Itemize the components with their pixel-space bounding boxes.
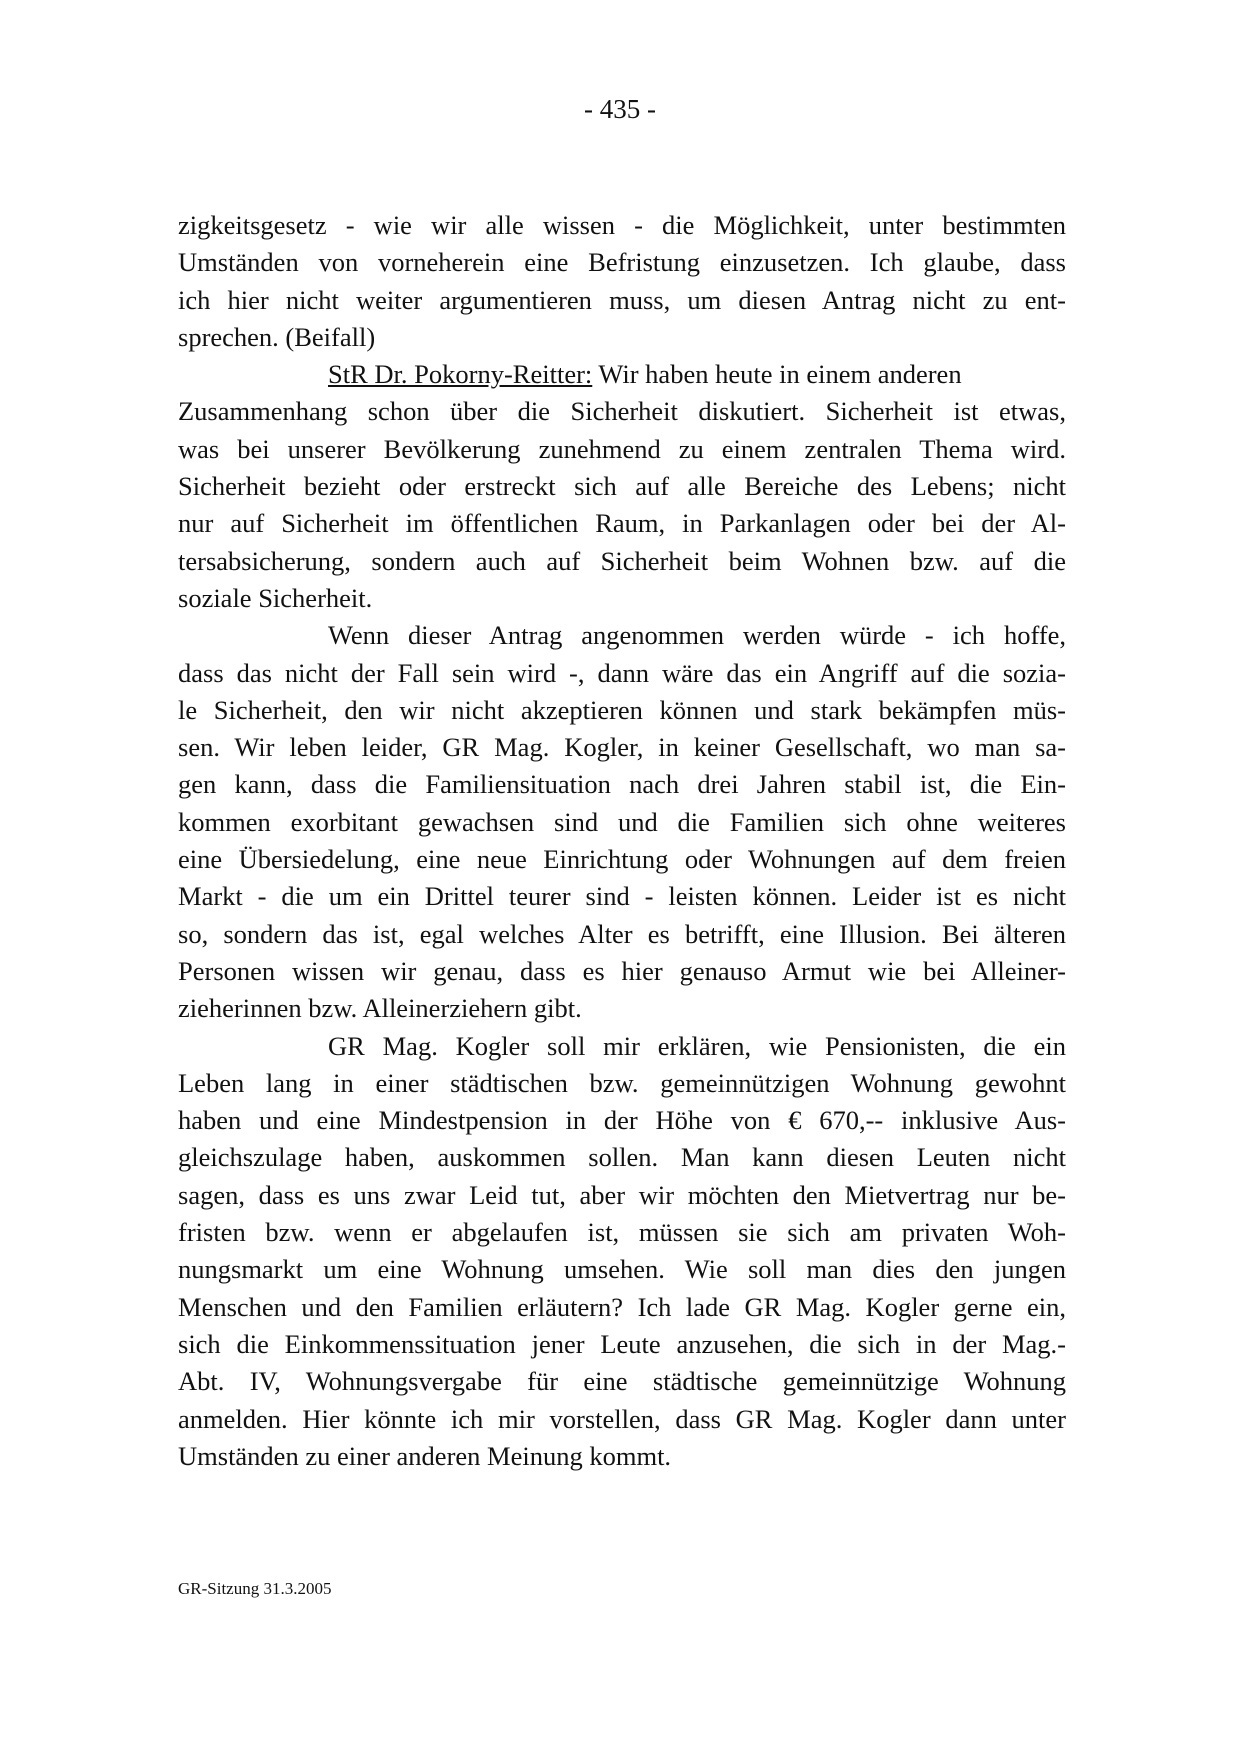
text-line: Markt - die um ein Drittel teurer sind - leisten können. Leider ist es nicht [178, 881, 1066, 912]
speaker-paragraph-start [178, 356, 1066, 393]
text-line: le Sicherheit, den wir nicht akzeptieren können und stark bekämpfen müs- [178, 694, 1066, 725]
text-line: soziale Sicherheit. [178, 582, 373, 613]
text-line: anmelden. Hier könnte ich mir vorstellen, dass GR Mag. Kogler dann unter [178, 1403, 1066, 1434]
text-line: kommen exorbitant gewachsen sind und die Familien sich ohne weiteres [178, 806, 1066, 837]
document-body [178, 207, 1066, 1475]
page-footer: GR-Sitzung 31.3.2005 [178, 1579, 332, 1598]
text-line: zigkeitsgesetz - wie wir alle wissen - die Möglichkeit, unter bestimmten [178, 210, 1066, 240]
text-line: Wenn dieser Antrag angenommen werden würde - ich hoffe, [328, 620, 1066, 651]
text-line: ich hier nicht weiter argumentieren muss, um diesen Antrag nicht zu ent- [178, 284, 1066, 315]
text-line: Menschen und den Familien erläutern? Ich lade GR Mag. Kogler gerne ein, [178, 1291, 1066, 1322]
text-line: zieherinnen bzw. Alleinerziehern gibt. [178, 993, 582, 1024]
text-line: Umständen von vorneherein eine Befristung einzusetzen. Ich glaube, dass [178, 247, 1066, 278]
text-line: Wir haben heute in einem anderen [598, 359, 962, 390]
text-line: nungsmarkt um eine Wohnung umsehen. Wie soll man dies den jungen [178, 1254, 1066, 1285]
text-line: Zusammenhang schon über die Sicherheit diskutiert. Sicherheit ist etwas, [178, 396, 1066, 427]
text-line: Umständen zu einer anderen Meinung kommt. [178, 1440, 672, 1471]
text-line: gleichszulage haben, auskommen sollen. Man kann diesen Leuten nicht [178, 1142, 1066, 1173]
text-line: GR Mag. Kogler soll mir erklären, wie Pensionisten, die ein [328, 1030, 1066, 1061]
text-line: gen kann, dass die Familiensituation nach drei Jahren stabil ist, die Ein- [178, 769, 1066, 800]
text-line: sagen, dass es uns zwar Leid tut, aber wir möchten den Mietvertrag nur be- [178, 1179, 1066, 1210]
page-number: - 435 - [584, 94, 656, 124]
text-line: haben und eine Mindestpension in der Höhe von € 670,-- inklusive Aus- [178, 1105, 1066, 1136]
text-line: dass das nicht der Fall sein wird -, dann wäre das ein Angriff auf die sozia- [178, 657, 1066, 688]
text-line: sich die Einkommenssituation jener Leute anzusehen, die sich in der Mag.- [178, 1328, 1066, 1359]
text-line: so, sondern das ist, egal welches Alter es betrifft, eine Illusion. Bei älteren [178, 918, 1066, 949]
text-line: sprechen. (Beifall) [178, 321, 376, 352]
text-line: Sicherheit bezieht oder erstreckt sich auf alle Bereiche des Lebens; nicht [178, 471, 1066, 502]
speaker-name: StR Dr. Pokorny-Reitter: [328, 359, 593, 390]
text-line: sen. Wir leben leider, GR Mag. Kogler, in keiner Gesellschaft, wo man sa- [178, 732, 1066, 763]
text-line: eine Übersiedelung, eine neue Einrichtung oder Wohnungen auf dem freien [178, 844, 1066, 875]
text-line: was bei unserer Bevölkerung zunehmend zu einem zentralen Thema wird. [178, 433, 1066, 464]
text-line: nur auf Sicherheit im öffentlichen Raum, in Parkanlagen oder bei der Al- [178, 508, 1066, 539]
text-line: Leben lang in einer städtischen bzw. gemeinnützigen Wohnung gewohnt [178, 1067, 1066, 1098]
text-line: Personen wissen wir genau, dass es hier genauso Armut wie bei Alleiner- [178, 955, 1066, 986]
text-line: tersabsicherung, sondern auch auf Sicherheit beim Wohnen bzw. auf die [178, 545, 1066, 576]
text-line: fristen bzw. wenn er abgelaufen ist, müssen sie sich am privaten Woh- [178, 1217, 1066, 1248]
text-line: Abt. IV, Wohnungsvergabe für eine städtische gemeinnützige Wohnung [178, 1366, 1066, 1397]
